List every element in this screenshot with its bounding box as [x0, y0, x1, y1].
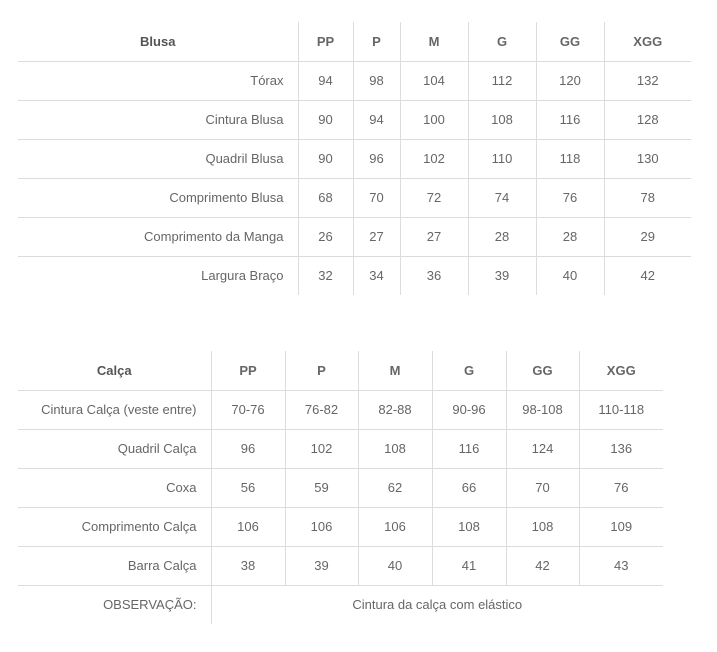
- value-cell: 68: [298, 178, 353, 217]
- row-label: Cintura Blusa: [18, 100, 298, 139]
- table-row: [18, 429, 663, 468]
- value-cell: 36: [400, 256, 468, 295]
- value-cell: 102: [285, 429, 358, 468]
- value-cell: 28: [468, 217, 536, 256]
- value-cell: 124: [506, 429, 579, 468]
- row-label: Quadril Blusa: [18, 139, 298, 178]
- value-cell: 136: [579, 429, 663, 468]
- value-cell: 66: [432, 468, 506, 507]
- row-label: Comprimento da Manga: [18, 217, 298, 256]
- blusa-title: Blusa: [18, 22, 298, 61]
- value-cell: 29: [604, 217, 691, 256]
- value-cell: 110: [468, 139, 536, 178]
- calca-title: Calça: [18, 351, 211, 390]
- calca-size-xgg: XGG: [579, 351, 663, 390]
- value-cell: 96: [211, 429, 285, 468]
- row-label: Coxa: [18, 468, 211, 507]
- value-cell: 26: [298, 217, 353, 256]
- value-cell: 43: [579, 546, 663, 585]
- value-cell: 108: [506, 507, 579, 546]
- value-cell: 90: [298, 100, 353, 139]
- table-row: [18, 390, 663, 429]
- value-cell: 110-118: [579, 390, 663, 429]
- note-text: Cintura da calça com elástico: [211, 585, 663, 624]
- value-cell: 72: [400, 178, 468, 217]
- table-row: [18, 100, 691, 139]
- value-cell: 27: [353, 217, 400, 256]
- value-cell: 42: [506, 546, 579, 585]
- value-cell: 76-82: [285, 390, 358, 429]
- blusa-size-gg: GG: [536, 22, 604, 61]
- value-cell: 90: [298, 139, 353, 178]
- value-cell: 40: [536, 256, 604, 295]
- row-label: Comprimento Blusa: [18, 178, 298, 217]
- calca-size-table: [18, 351, 663, 624]
- value-cell: 116: [432, 429, 506, 468]
- value-cell: 32: [298, 256, 353, 295]
- value-cell: 70: [353, 178, 400, 217]
- row-label: Comprimento Calça: [18, 507, 211, 546]
- value-cell: 42: [604, 256, 691, 295]
- value-cell: 28: [536, 217, 604, 256]
- value-cell: 41: [432, 546, 506, 585]
- row-label: Tórax: [18, 61, 298, 100]
- value-cell: 118: [536, 139, 604, 178]
- calca-size-m: M: [358, 351, 432, 390]
- value-cell: 98: [353, 61, 400, 100]
- value-cell: 27: [400, 217, 468, 256]
- table-row: [18, 217, 691, 256]
- value-cell: 108: [432, 507, 506, 546]
- value-cell: 109: [579, 507, 663, 546]
- value-cell: 108: [468, 100, 536, 139]
- table-row: [18, 507, 663, 546]
- value-cell: 74: [468, 178, 536, 217]
- value-cell: 70-76: [211, 390, 285, 429]
- table-row: [18, 546, 663, 585]
- value-cell: 76: [579, 468, 663, 507]
- value-cell: 130: [604, 139, 691, 178]
- table-row: [18, 61, 691, 100]
- value-cell: 78: [604, 178, 691, 217]
- value-cell: 38: [211, 546, 285, 585]
- calca-size-p: P: [285, 351, 358, 390]
- value-cell: 96: [353, 139, 400, 178]
- value-cell: 82-88: [358, 390, 432, 429]
- value-cell: 106: [285, 507, 358, 546]
- value-cell: 102: [400, 139, 468, 178]
- table-row: [18, 139, 691, 178]
- row-label: Cintura Calça (veste entre): [18, 390, 211, 429]
- table-row: [18, 178, 691, 217]
- value-cell: 108: [358, 429, 432, 468]
- table-row: [18, 468, 663, 507]
- value-cell: 98-108: [506, 390, 579, 429]
- value-cell: 40: [358, 546, 432, 585]
- calca-size-gg: GG: [506, 351, 579, 390]
- row-label: Largura Braço: [201, 268, 284, 284]
- calca-size-g: G: [432, 351, 506, 390]
- value-cell: 128: [604, 100, 691, 139]
- value-cell: 76: [536, 178, 604, 217]
- value-cell: 106: [211, 507, 285, 546]
- blusa-size-pp: PP: [298, 22, 353, 61]
- value-cell: 100: [400, 100, 468, 139]
- table-row: [18, 256, 691, 295]
- value-cell: 39: [285, 546, 358, 585]
- note-label: OBSERVAÇÃO:: [103, 597, 197, 613]
- row-label: Barra Calça: [18, 546, 211, 585]
- value-cell: 39: [468, 256, 536, 295]
- value-cell: 90-96: [432, 390, 506, 429]
- value-cell: 106: [358, 507, 432, 546]
- value-cell: 94: [353, 100, 400, 139]
- calca-size-pp: PP: [211, 351, 285, 390]
- blusa-header-row: [18, 22, 691, 61]
- calca-header-row: [18, 351, 663, 390]
- blusa-size-m: M: [400, 22, 468, 61]
- blusa-size-g: G: [468, 22, 536, 61]
- value-cell: 56: [211, 468, 285, 507]
- row-label: Quadril Calça: [18, 429, 211, 468]
- value-cell: 120: [536, 61, 604, 100]
- value-cell: 116: [536, 100, 604, 139]
- blusa-size-p: P: [353, 22, 400, 61]
- value-cell: 70: [506, 468, 579, 507]
- note-row: [18, 585, 663, 624]
- value-cell: 132: [604, 61, 691, 100]
- value-cell: 34: [353, 256, 400, 295]
- value-cell: 94: [298, 61, 353, 100]
- value-cell: 104: [400, 61, 468, 100]
- value-cell: 59: [285, 468, 358, 507]
- blusa-size-table: [18, 22, 691, 295]
- value-cell: 62: [358, 468, 432, 507]
- blusa-size-xgg: XGG: [604, 22, 691, 61]
- value-cell: 112: [468, 61, 536, 100]
